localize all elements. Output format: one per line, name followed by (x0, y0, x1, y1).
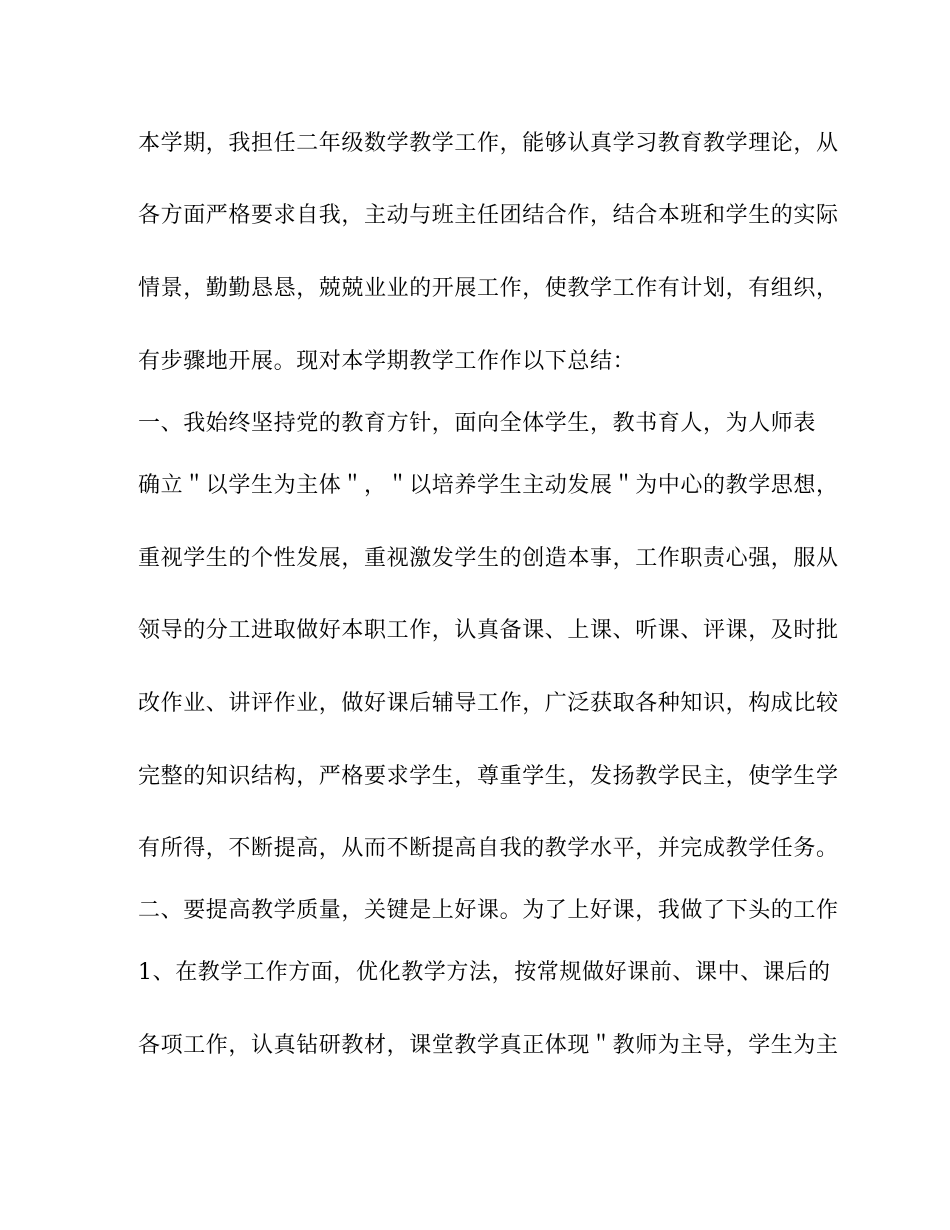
text-line: 一、我始终坚持党的教育方针，面向全体学生，教书育人，为人师表 (138, 411, 817, 436)
text-line: 二、要提高教学质量，关键是上好课。为了上好课，我做了下头的工作 (138, 898, 839, 923)
text-line: 领导的分工进取做好本职工作，认真备课、上课、听课、评课，及时批 (138, 618, 839, 643)
text-line: 确立＂以学生为主体＂，＂以培养学生主动发展＂为中心的教学思想， (138, 473, 839, 498)
text-line: 有所得，不断提高，从而不断提高自我的教学水平，并完成教学任务。 (138, 836, 839, 861)
text-line: 各方面严格要求自我，主动与班主任团结合作，结合本班和学生的实际 (138, 203, 839, 228)
text-line: 改作业、讲评作业，做好课后辅导工作，广泛获取各种知识，构成比较 (138, 691, 839, 716)
text-line: 重视学生的个性发展，重视激发学生的创造本事，工作职责心强，服从 (138, 546, 839, 571)
text-line: 本学期，我担任二年级数学教学工作，能够认真学习教育教学理论，从 (138, 131, 839, 156)
text-line: 各项工作，认真钻研教材，课堂教学真正体现＂教师为主导，学生为主 (138, 1033, 839, 1058)
text-line: 有步骤地开展。现对本学期教学工作作以下总结： (138, 349, 636, 374)
text-line: 1、在教学工作方面，优化教学方法，按常规做好课前、课中、课后的 (138, 960, 831, 985)
text-line: 完整的知识结构，严格要求学生，尊重学生，发扬教学民主，使学生学 (138, 764, 839, 789)
text-line: 情景，勤勤恳恳，兢兢业业的开展工作，使教学工作有计划，有组织， (138, 276, 839, 301)
